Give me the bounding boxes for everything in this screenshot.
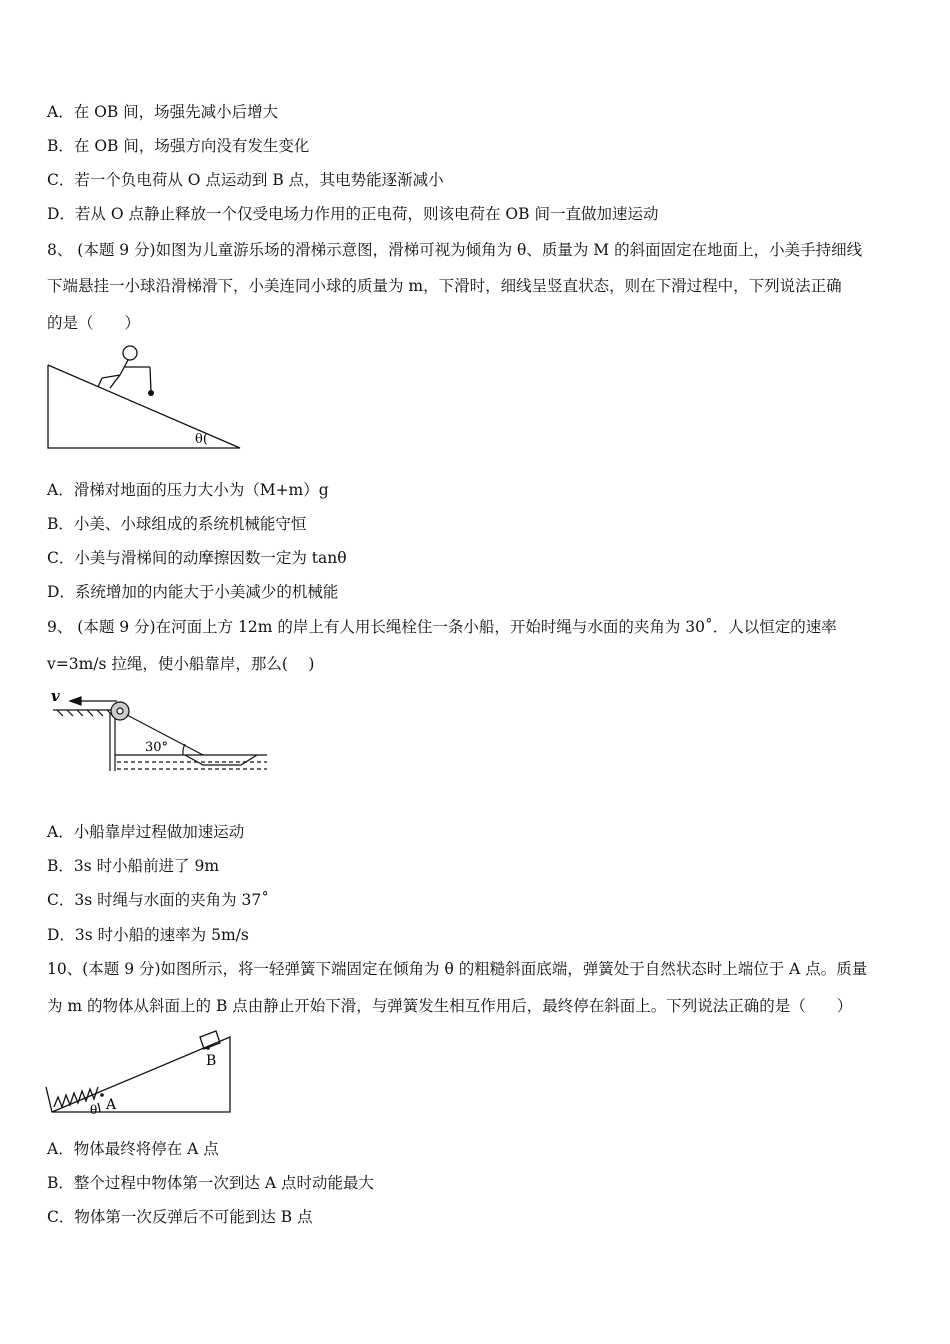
- q7-option-a: A．在 OB 间，场强先减小后增大: [47, 103, 279, 121]
- q8-ball: [148, 390, 154, 396]
- q10-label-a: A: [106, 1097, 117, 1113]
- q9-stem-line2: v=3m/s 拉绳，使小船靠岸，那么( ): [47, 655, 315, 673]
- q7-option-b: B．在 OB 间，场强方向没有发生变化: [47, 137, 310, 155]
- q10-option-a: A．物体最终将停在 A 点: [47, 1140, 219, 1158]
- q9-option-d: D．3s 时小船的速率为 5m/s: [47, 926, 249, 944]
- q8-option-d: D．系统增加的内能大于小美减少的机械能: [47, 583, 339, 601]
- q8-option-c: C．小美与滑梯间的动摩擦因数一定为 tanθ: [47, 549, 347, 567]
- q9-boat: [185, 755, 257, 765]
- q8-angle-label: θ(: [195, 432, 208, 447]
- q8-stem-line2: 下端悬挂一小球沿滑梯滑下，小美连同小球的质量为 m，下滑时，细线呈竖直状态，则在下滑过程中，下列说法正确: [47, 277, 842, 295]
- q8-string: [150, 367, 151, 392]
- q9-stem-line1: 9、 (本题 9 分)在河面上方 12m 的岸上有人用长绳栓住一条小船，开始时绳与水面的夹角为 30˚．人以恒定的速率: [47, 618, 837, 636]
- q10-point-a: [100, 1093, 104, 1097]
- q8-incline: [48, 365, 240, 448]
- q10-stem-line2: 为 m 的物体从斜面上的 B 点由静止开始下滑，与弹簧发生相互作用后，最终停在斜面上。下列说法正确的是（ ）: [47, 997, 853, 1015]
- q10-stem-line1: 10、(本题 9 分)如图所示，将一轻弹簧下端固定在倾角为 θ 的粗糙斜面底端，弹簧处于自然状态时上端位于 A 点。质量: [47, 960, 868, 978]
- q10-label-theta: θ: [90, 1103, 98, 1117]
- q8-slide-figure: [40, 340, 250, 455]
- q8-stem-line1: 8、 (本题 9 分)如图为儿童游乐场的滑梯示意图，滑梯可视为倾角为 θ、质量为 M 的斜面固定在地面上，小美手持细线: [47, 241, 863, 259]
- q8-option-a: A．滑梯对地面的压力大小为（M+m）g: [47, 481, 329, 499]
- q10-point-b: [206, 1046, 210, 1050]
- q9-angle-label: 30°: [145, 740, 169, 755]
- q8-option-b: B．小美、小球组成的系统机械能守恒: [47, 515, 307, 533]
- q9-option-b: B．3s 时小船前进了 9m: [47, 857, 220, 875]
- q8-person-head: [123, 346, 137, 360]
- q10-option-c: C．物体第一次反弹后不可能到达 B 点: [47, 1208, 313, 1226]
- q9-option-c: C．3s 时绳与水面的夹角为 37˚: [47, 891, 270, 909]
- q10-incline: [46, 1037, 230, 1112]
- q8-stem-line3: 的是（ ）: [47, 314, 141, 332]
- q10-block: [200, 1031, 220, 1049]
- q10-option-b: B．整个过程中物体第一次到达 A 点时动能最大: [47, 1174, 374, 1192]
- q9-boat-figure: [45, 683, 275, 783]
- q10-spring-figure: [40, 1025, 240, 1120]
- q9-v-label: v: [51, 687, 60, 705]
- q7-option-c: C．若一个负电荷从 O 点运动到 B 点，其电势能逐渐减小: [47, 171, 444, 189]
- q9-option-a: A．小船靠岸过程做加速运动: [47, 823, 245, 841]
- q10-label-b: B: [206, 1053, 217, 1069]
- q7-option-d: D．若从 O 点静止释放一个仅受电场力作用的正电荷，则该电荷在 OB 间一直做加速运动: [47, 205, 659, 223]
